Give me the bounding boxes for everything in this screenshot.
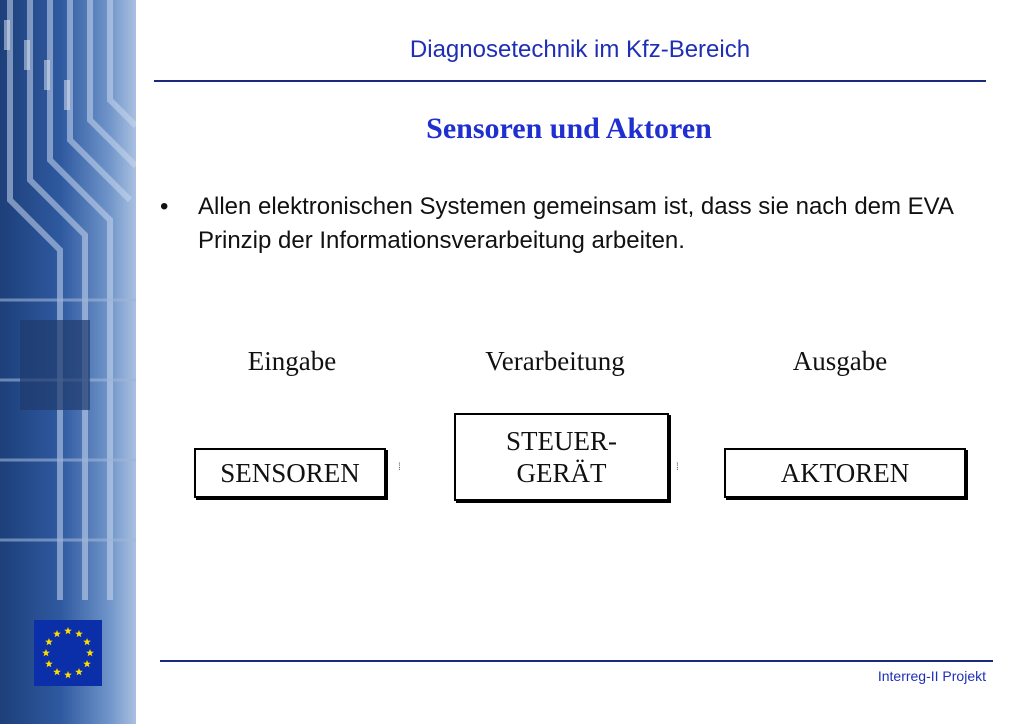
top-divider xyxy=(154,80,986,82)
circuit-board-graphic xyxy=(0,0,136,724)
footer-project-label: Interreg-II Projekt xyxy=(877,668,986,684)
sensoren-box xyxy=(194,448,386,498)
slide-title: Sensoren und Aktoren xyxy=(426,112,712,145)
steuergeraet-box xyxy=(454,413,669,501)
steuergeraet-label-line2: GERÄT xyxy=(516,458,607,488)
bullet-marker: • xyxy=(160,193,169,220)
aktoren-label: AKTOREN xyxy=(780,458,910,488)
steuergeraet-label-line1: STEUER- xyxy=(506,426,617,456)
eu-flag-icon xyxy=(34,620,102,686)
arrow-connector-icon: ⁞ xyxy=(398,462,401,473)
arrow-connector-icon: ⁞ xyxy=(676,462,679,473)
bullet-text: Allen elektronischen Systemen gemeinsam ist, dass sie nach dem EVA Prinzip der Informationsverarbeitung arbeiten. xyxy=(198,193,953,254)
aktoren-box xyxy=(724,448,966,498)
label-verarbeitung: Verarbeitung xyxy=(485,346,625,376)
label-eingabe: Eingabe xyxy=(247,346,337,376)
label-ausgabe: Ausgabe xyxy=(792,346,888,376)
decorative-circuit-sidebar xyxy=(0,0,136,724)
bottom-divider xyxy=(160,660,993,662)
sensoren-label: SENSOREN xyxy=(220,458,360,488)
header-title: Diagnosetechnik im Kfz-Bereich xyxy=(409,36,751,63)
